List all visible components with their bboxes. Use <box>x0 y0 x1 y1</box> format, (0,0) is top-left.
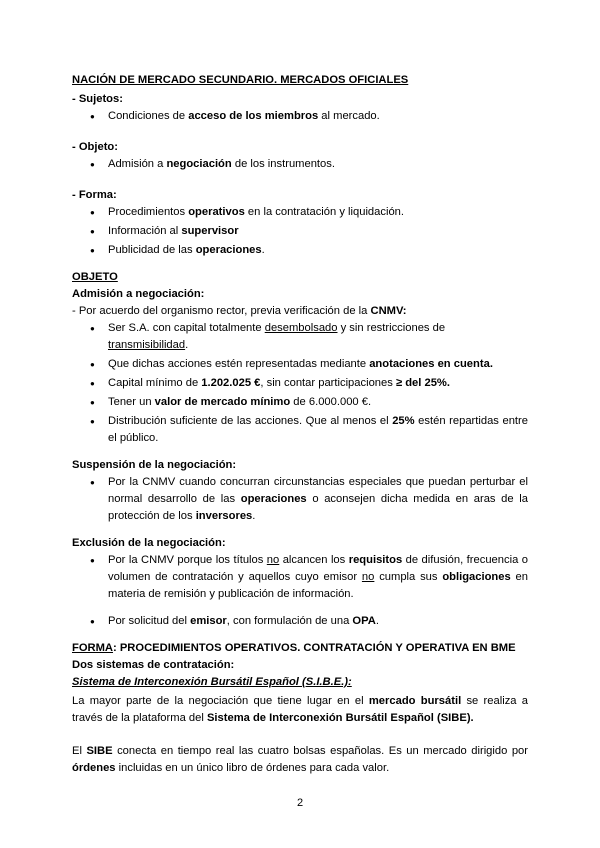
list-item: ● Por la CNMV porque los títulos no alcancen los requisitos de difusión, frecuencia o volumen de contratación y aquellos cuyo emisor no cumpla sus obligaciones en materia de remisión y publicación de información. <box>72 552 528 603</box>
exclusion-list <box>72 552 528 630</box>
list-item: ● Condiciones de acceso de los miembros al mercado. <box>72 108 528 125</box>
admision-list <box>72 320 528 447</box>
list-item: ● Publicidad de las operaciones. <box>72 242 528 259</box>
list-item: ● Tener un valor de mercado mínimo de 6.000.000 €. <box>72 394 528 411</box>
list-item: ● Distribución suficiente de las acciones. Que al menos el 25% estén repartidas entre el público. <box>72 413 528 447</box>
sibe-paragraph-1: La mayor parte de la negociación que tiene lugar en el mercado bursátil se realiza a través de la plataforma del Sistema de Interconexión Bursátil Español (SIBE). <box>72 695 528 724</box>
list-item: ● Capital mínimo de 1.202.025 €, sin contar participaciones ≥ del 25%. <box>72 375 528 392</box>
admision-intro: - Por acuerdo del organismo rector, previa verificación de la CNMV: <box>72 305 407 317</box>
section-title: NACIÓN DE MERCADO SECUNDARIO. MERCADOS OFICIALES <box>72 74 409 86</box>
list-item: ● Por solicitud del emisor, con formulación de una OPA. <box>72 613 528 630</box>
sibe-title: Sistema de Interconexión Bursátil Español (S.I.B.E.): <box>72 676 352 688</box>
list-item: ● Admisión a negociación de los instrumentos. <box>72 156 528 173</box>
exclusion-title: Exclusión de la negociación: <box>72 537 226 549</box>
forma-label: - Forma: <box>72 189 117 201</box>
list-item: ● Por la CNMV cuando concurran circunstancias especiales que puedan perturbar el normal desarrollo de las operaciones o aconsejen dicha medida en aras de la protección de los inversores. <box>72 474 528 525</box>
document-page <box>72 72 528 777</box>
page-number: 2 <box>296 797 304 809</box>
sujetos-label: - Sujetos: <box>72 93 123 105</box>
list-item: ● Que dichas acciones estén representadas mediante anotaciones en cuenta. <box>72 356 528 373</box>
objeto-list <box>72 156 528 173</box>
forma-heading: FORMA: PROCEDIMIENTOS OPERATIVOS. CONTRATACIÓN Y OPERATIVA EN BME <box>72 642 516 654</box>
sujetos-list <box>72 108 528 125</box>
objeto-label: - Objeto: <box>72 141 118 153</box>
forma-list <box>72 204 528 259</box>
list-item: ● Información al supervisor <box>72 223 528 240</box>
dos-sistemas-title: Dos sistemas de contratación: <box>72 659 235 671</box>
admision-title: Admisión a negociación: <box>72 288 205 300</box>
suspension-list <box>72 474 528 525</box>
sibe-paragraph-2: El SIBE conecta en tiempo real las cuatro bolsas españolas. Es un mercado dirigido por órdenes incluidas en un único libro de órdenes para cada valor. <box>72 745 528 774</box>
objeto-heading: OBJETO <box>72 271 118 283</box>
suspension-title: Suspensión de la negociación: <box>72 459 237 471</box>
list-item: ● Ser S.A. con capital totalmente desembolsado y sin restricciones de transmisibilidad. <box>72 320 528 354</box>
list-item: ● Procedimientos operativos en la contratación y liquidación. <box>72 204 528 221</box>
